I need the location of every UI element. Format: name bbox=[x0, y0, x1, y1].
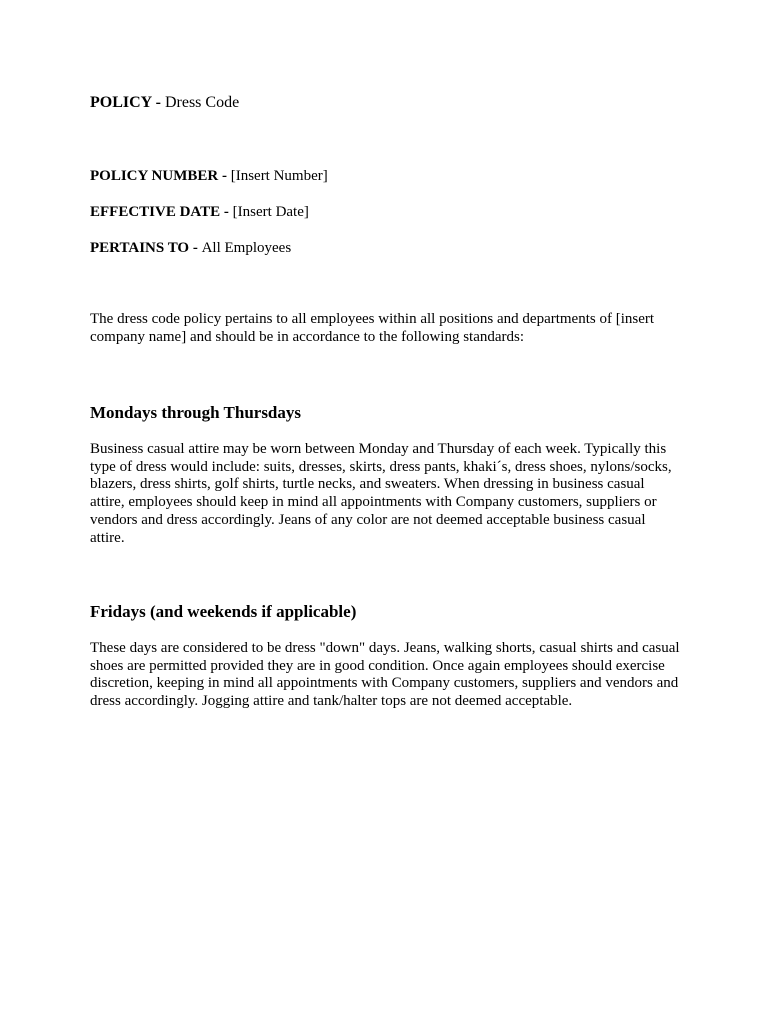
section-heading-weekdays: Mondays through Thursdays bbox=[90, 403, 302, 422]
effective-date-label: EFFECTIVE DATE bbox=[90, 204, 221, 220]
policy-number-label: POLICY NUMBER bbox=[90, 168, 219, 184]
policy-number-separator: - bbox=[218, 168, 231, 184]
policy-number-line bbox=[90, 167, 328, 185]
intro-paragraph: The dress code policy pertains to all employees within all positions and departments of [insert company name] and should be in accordance to the following standards: bbox=[90, 311, 655, 345]
pertains-to-line bbox=[90, 239, 291, 257]
effective-date-value: [Insert Date] bbox=[232, 204, 309, 220]
policy-title-separator: - bbox=[151, 94, 165, 111]
section-body-weekdays: Business casual attire may be worn between Monday and Thursday of each week. Typically this type of dress would include: suits, dresses, skirts, dress pants, khaki´s, dress shoes, nylons/socks, blazers, dress shirts, golf shirts, turtle necks, and sweaters. When dressing in business casual attire, employees should keep in mind all appointments with Company customers, suppliers or vendors and dress accordingly. Jeans of any color are not deemed acceptable business casual attire. bbox=[90, 441, 672, 546]
pertains-to-label: PERTAINS TO bbox=[90, 240, 190, 256]
section-body-fridays: These days are considered to be dress "down" days. Jeans, walking shorts, casual shirts and casual shoes are permitted provided they are in good condition. Once again employees should exercise discretion, keeping in mind all appointments with Company customers, suppliers and vendors and dress accordingly. Jogging attire and tank/halter tops are not deemed acceptable. bbox=[90, 640, 680, 710]
pertains-to-separator: - bbox=[189, 240, 202, 256]
policy-title-value: Dress Code bbox=[164, 94, 240, 111]
policy-title-label: POLICY bbox=[90, 94, 152, 111]
section-heading-fridays: Fridays (and weekends if applicable) bbox=[90, 602, 357, 621]
effective-date-line bbox=[90, 203, 309, 221]
policy-number-value: [Insert Number] bbox=[230, 168, 328, 184]
policy-title bbox=[90, 93, 239, 113]
effective-date-separator: - bbox=[220, 204, 233, 220]
pertains-to-value: All Employees bbox=[201, 240, 292, 256]
